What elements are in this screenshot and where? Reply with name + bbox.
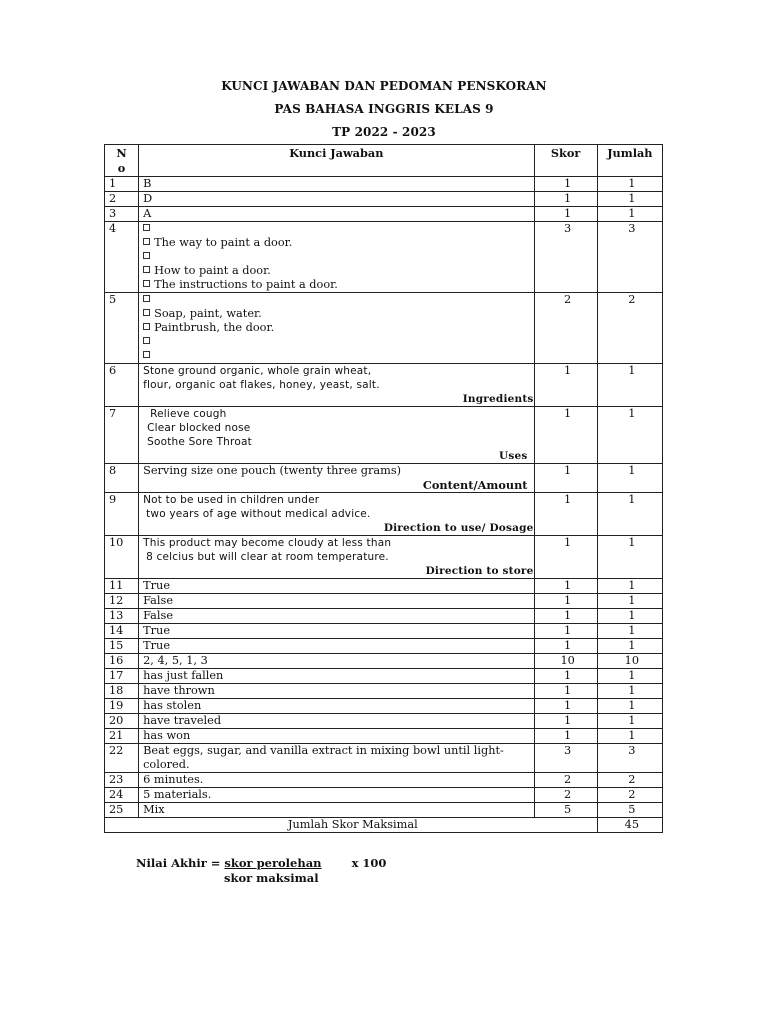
row-number: 14 xyxy=(105,624,139,639)
answer-category: Direction to store xyxy=(425,565,534,577)
table-row xyxy=(105,639,663,654)
answer-cell xyxy=(139,639,534,654)
table-row xyxy=(105,579,663,594)
table-row xyxy=(105,669,663,684)
answer-cell xyxy=(139,669,534,684)
table-row xyxy=(105,773,663,788)
skor-cell: 2 xyxy=(534,773,597,788)
jumlah-cell: 1 xyxy=(597,579,662,594)
jumlah-cell: 1 xyxy=(597,177,662,192)
total-label: Jumlah Skor Maksimal xyxy=(105,818,598,833)
skor-cell: 1 xyxy=(534,669,597,684)
answer-line: two years of age without medical advice. xyxy=(146,508,371,520)
row-number: 22 xyxy=(105,744,139,773)
skor-cell: 1 xyxy=(534,624,597,639)
row-number: 17 xyxy=(105,669,139,684)
answer-line: Not to be used in children under xyxy=(143,494,320,506)
table-row xyxy=(105,624,663,639)
doc-title: KUNCI JAWABAN DAN PEDOMAN PENSKORAN xyxy=(221,79,547,93)
answer-line: True xyxy=(143,639,171,652)
answer-line: 5 materials. xyxy=(143,788,212,801)
answer-line: Soap, paint, water. xyxy=(143,307,533,321)
skor-cell: 3 xyxy=(534,222,597,293)
answer-line: False xyxy=(143,609,174,622)
answer-line: True xyxy=(143,579,171,592)
answer-line: B xyxy=(143,177,152,190)
answer-line: have traveled xyxy=(143,714,222,727)
jumlah-cell: 2 xyxy=(597,773,662,788)
skor-cell: 1 xyxy=(534,729,597,744)
answer-line: False xyxy=(143,594,174,607)
answer-cell xyxy=(139,594,534,609)
answer-cell xyxy=(139,684,534,699)
answer-line: flour, organic oat flakes, honey, yeast, salt. xyxy=(143,379,380,391)
row-number: 24 xyxy=(105,788,139,803)
table-row xyxy=(105,536,663,579)
answer-line: has just fallen xyxy=(143,669,224,682)
answer-cell xyxy=(139,207,534,222)
skor-cell: 1 xyxy=(534,699,597,714)
jumlah-cell: 1 xyxy=(597,669,662,684)
jumlah-cell: 1 xyxy=(597,729,662,744)
answer-category: Content/Amount xyxy=(422,478,528,492)
answer-cell xyxy=(139,464,534,493)
answer-line: Stone ground organic, whole grain wheat, xyxy=(143,365,372,377)
answer-cell xyxy=(139,803,534,818)
jumlah-cell: 1 xyxy=(597,536,662,579)
table-row xyxy=(105,222,663,293)
answer-line xyxy=(143,293,533,307)
formula-denominator: skor maksimal xyxy=(224,871,319,885)
skor-cell: 1 xyxy=(534,192,597,207)
answer-cell xyxy=(139,773,534,788)
skor-cell: 1 xyxy=(534,536,597,579)
skor-cell: 1 xyxy=(534,579,597,594)
answer-cell xyxy=(139,192,534,207)
final-score-formula xyxy=(136,856,387,885)
answer-line: has stolen xyxy=(143,699,202,712)
jumlah-cell: 10 xyxy=(597,654,662,669)
formula-label: Nilai Akhir = xyxy=(136,856,221,870)
table-row xyxy=(105,594,663,609)
answer-category: Direction to use/ Dosage xyxy=(383,522,534,534)
skor-cell: 10 xyxy=(534,654,597,669)
jumlah-cell: 1 xyxy=(597,639,662,654)
header-no: N o xyxy=(105,145,139,177)
skor-cell: 1 xyxy=(534,609,597,624)
row-number: 13 xyxy=(105,609,139,624)
row-number: 21 xyxy=(105,729,139,744)
row-number: 4 xyxy=(105,222,139,293)
row-number: 20 xyxy=(105,714,139,729)
answer-cell xyxy=(139,699,534,714)
formula-numerator: skor perolehan xyxy=(224,856,322,870)
jumlah-cell: 1 xyxy=(597,714,662,729)
answer-key-table xyxy=(104,144,663,833)
table-row xyxy=(105,364,663,407)
jumlah-cell: 1 xyxy=(597,407,662,464)
answer-cell xyxy=(139,579,534,594)
row-number: 3 xyxy=(105,207,139,222)
table-row xyxy=(105,407,663,464)
row-number: 7 xyxy=(105,407,139,464)
skor-cell: 1 xyxy=(534,364,597,407)
answer-cell xyxy=(139,293,534,364)
table-row xyxy=(105,729,663,744)
skor-cell: 1 xyxy=(534,684,597,699)
row-number: 11 xyxy=(105,579,139,594)
answer-cell xyxy=(139,609,534,624)
answer-cell xyxy=(139,654,534,669)
answer-line: How to paint a door. xyxy=(143,264,533,278)
answer-line: Paintbrush, the door. xyxy=(143,321,533,335)
table-row xyxy=(105,744,663,773)
answer-line: have thrown xyxy=(143,684,215,697)
row-number: 2 xyxy=(105,192,139,207)
row-number: 19 xyxy=(105,699,139,714)
header-skor: Skor xyxy=(534,145,597,177)
answer-line xyxy=(143,349,533,363)
jumlah-cell: 1 xyxy=(597,207,662,222)
answer-line xyxy=(143,250,533,264)
answer-cell xyxy=(139,222,534,293)
answer-line: Relieve cough xyxy=(150,408,227,420)
row-number: 10 xyxy=(105,536,139,579)
answer-cell xyxy=(139,493,534,536)
row-number: 23 xyxy=(105,773,139,788)
row-number: 18 xyxy=(105,684,139,699)
doc-year: TP 2022 - 2023 xyxy=(332,125,436,139)
skor-cell: 1 xyxy=(534,177,597,192)
table-row xyxy=(105,684,663,699)
answer-cell xyxy=(139,624,534,639)
skor-cell: 3 xyxy=(534,744,597,773)
table-row xyxy=(105,293,663,364)
row-number: 8 xyxy=(105,464,139,493)
doc-subtitle: PAS BAHASA INGGRIS KELAS 9 xyxy=(274,102,494,116)
formula-multiplier: x 100 xyxy=(351,856,387,870)
skor-cell: 2 xyxy=(534,788,597,803)
table-row xyxy=(105,207,663,222)
skor-cell: 1 xyxy=(534,639,597,654)
answer-cell xyxy=(139,744,534,773)
answer-cell xyxy=(139,364,534,407)
table-row xyxy=(105,177,663,192)
jumlah-cell: 1 xyxy=(597,364,662,407)
answer-line: 6 minutes. xyxy=(143,773,204,786)
row-number: 5 xyxy=(105,293,139,364)
table-row xyxy=(105,192,663,207)
table-row xyxy=(105,609,663,624)
skor-cell: 1 xyxy=(534,464,597,493)
table-row xyxy=(105,493,663,536)
answer-line: The way to paint a door. xyxy=(143,236,533,250)
answer-line xyxy=(143,222,533,236)
table-row xyxy=(105,699,663,714)
header-answer: Kunci Jawaban xyxy=(139,145,534,177)
row-number: 15 xyxy=(105,639,139,654)
answer-line: Clear blocked nose xyxy=(147,422,251,434)
answer-line: 8 celcius but will clear at room temperature. xyxy=(146,551,389,563)
row-number: 25 xyxy=(105,803,139,818)
skor-cell: 5 xyxy=(534,803,597,818)
skor-cell: 1 xyxy=(534,594,597,609)
jumlah-cell: 2 xyxy=(597,788,662,803)
row-number: 6 xyxy=(105,364,139,407)
table-row xyxy=(105,803,663,818)
skor-cell: 1 xyxy=(534,714,597,729)
answer-line: Beat eggs, sugar, and vanilla extract in mixing bowl until light- xyxy=(143,744,504,757)
answer-rows xyxy=(105,177,663,818)
answer-line: The instructions to paint a door. xyxy=(143,278,533,292)
answer-cell xyxy=(139,407,534,464)
skor-cell: 2 xyxy=(534,293,597,364)
jumlah-cell: 3 xyxy=(597,222,662,293)
row-number: 9 xyxy=(105,493,139,536)
answer-line: Serving size one pouch (twenty three grams) xyxy=(143,464,402,477)
table-row xyxy=(105,714,663,729)
answer-cell xyxy=(139,177,534,192)
skor-cell: 1 xyxy=(534,407,597,464)
answer-line: True xyxy=(143,624,171,637)
table-row xyxy=(105,788,663,803)
jumlah-cell: 1 xyxy=(597,464,662,493)
jumlah-cell: 1 xyxy=(597,609,662,624)
jumlah-cell: 1 xyxy=(597,699,662,714)
answer-category: Ingredients xyxy=(462,393,534,405)
answer-line xyxy=(143,335,533,349)
answer-line: has won xyxy=(143,729,191,742)
answer-cell xyxy=(139,729,534,744)
jumlah-cell: 2 xyxy=(597,293,662,364)
jumlah-cell: 5 xyxy=(597,803,662,818)
answer-category: Uses xyxy=(499,450,528,462)
answer-cell xyxy=(139,788,534,803)
answer-line: 2, 4, 5, 1, 3 xyxy=(143,654,208,667)
jumlah-cell: 1 xyxy=(597,594,662,609)
skor-cell: 1 xyxy=(534,493,597,536)
jumlah-cell: 1 xyxy=(597,192,662,207)
answer-line: This product may become cloudy at less than xyxy=(143,537,392,549)
jumlah-cell: 1 xyxy=(597,684,662,699)
answer-line: colored. xyxy=(143,758,190,771)
table-row xyxy=(105,654,663,669)
answer-line: Mix xyxy=(143,803,165,816)
answer-cell xyxy=(139,536,534,579)
jumlah-cell: 3 xyxy=(597,744,662,773)
jumlah-cell: 1 xyxy=(597,624,662,639)
header-jumlah: Jumlah xyxy=(597,145,662,177)
answer-line: Soothe Sore Throat xyxy=(147,436,252,448)
jumlah-cell: 1 xyxy=(597,493,662,536)
total-value: 45 xyxy=(597,818,662,833)
table-row xyxy=(105,464,663,493)
row-number: 1 xyxy=(105,177,139,192)
answer-line: A xyxy=(143,207,152,220)
row-number: 16 xyxy=(105,654,139,669)
skor-cell: 1 xyxy=(534,207,597,222)
answer-cell xyxy=(139,714,534,729)
answer-line: D xyxy=(143,192,153,205)
row-number: 12 xyxy=(105,594,139,609)
